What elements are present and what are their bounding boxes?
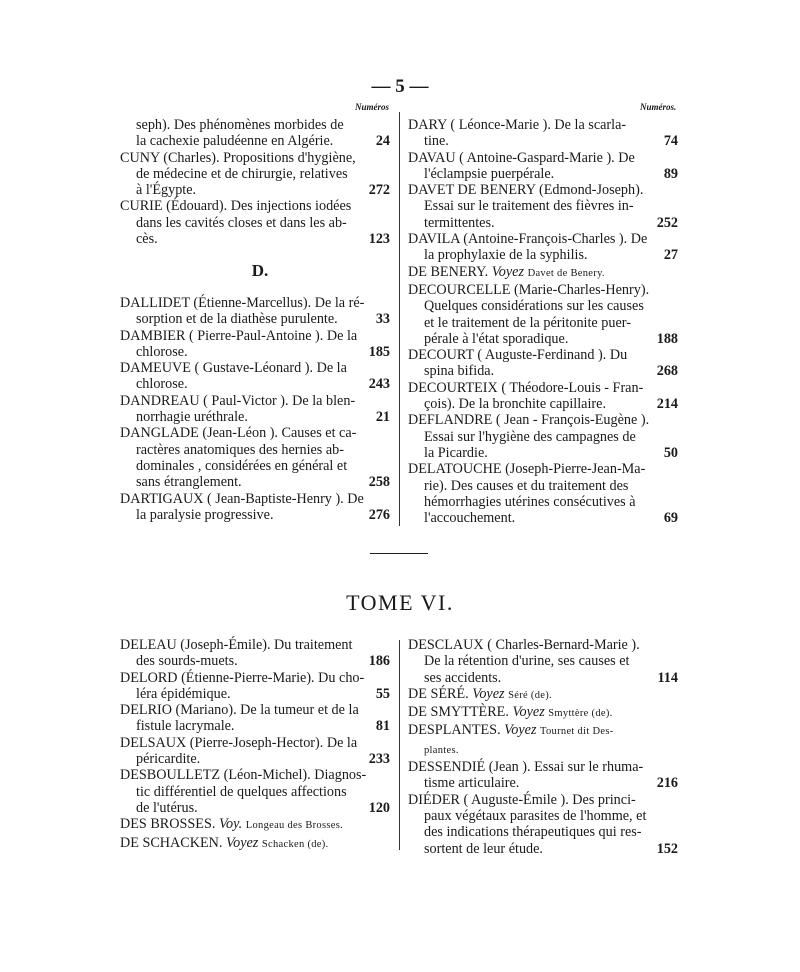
entry-line: spina bifida. bbox=[424, 363, 495, 380]
index-entry bbox=[120, 198, 390, 247]
entry-number: 188 bbox=[656, 330, 678, 347]
ref-name: DE SMYTTÈRE. bbox=[408, 704, 513, 721]
entry-line: l'éclampsie puerpérale. bbox=[424, 165, 555, 182]
entry-line: DECOURTEIX ( Théodore-Louis - Fran- bbox=[408, 379, 644, 396]
ref-voyez: Voyez bbox=[472, 685, 509, 702]
entry-number: 233 bbox=[368, 751, 390, 768]
entry-line: ses accidents. bbox=[424, 669, 502, 686]
ref-name: DE BENERY. bbox=[408, 263, 492, 280]
entry-line: chlorose. bbox=[136, 343, 188, 360]
entry-number: 186 bbox=[368, 653, 390, 670]
cross-reference bbox=[408, 722, 678, 740]
entry-line: paux végétaux parasites de l'homme, et bbox=[424, 807, 647, 824]
cross-reference bbox=[408, 686, 678, 704]
entry-line: norrhagie uréthrale. bbox=[136, 409, 248, 426]
index-entry bbox=[408, 264, 678, 282]
entry-line: DAVET DE BENERY (Edmond-Joseph). bbox=[408, 182, 644, 199]
cross-reference bbox=[120, 816, 390, 834]
entry-line: à l'Égypte. bbox=[136, 182, 197, 199]
index-entry bbox=[408, 380, 678, 413]
entry-line: DAMEUVE ( Gustave-Léonard ). De la bbox=[120, 360, 347, 377]
entry-number: 258 bbox=[368, 474, 390, 491]
entry-line: tisme articulaire. bbox=[424, 775, 520, 792]
entry-line: DARTIGAUX ( Jean-Baptiste-Henry ). De bbox=[120, 490, 364, 507]
index-entry bbox=[408, 347, 678, 380]
column-divider-top bbox=[399, 112, 400, 526]
ref-name: DES BROSSES. bbox=[120, 816, 219, 833]
entry-line: sortent de leur étude. bbox=[424, 840, 543, 857]
cross-reference bbox=[408, 264, 678, 282]
top-left-column bbox=[120, 117, 390, 247]
ref-name: DE SÉRÉ. bbox=[408, 685, 473, 702]
entry-line: des indications thérapeutiques qui res- bbox=[424, 824, 642, 841]
entry-line: DELEAU (Joseph-Émile). Du traitement bbox=[120, 637, 353, 653]
page-number: — 5 — bbox=[371, 76, 429, 97]
bottom-right-column bbox=[408, 637, 678, 857]
index-entry bbox=[120, 360, 390, 393]
index-entry bbox=[408, 461, 678, 526]
section-rule bbox=[370, 553, 428, 554]
index-entry bbox=[408, 759, 678, 792]
entry-number: 252 bbox=[656, 214, 678, 231]
entry-line: seph). Des phénomènes morbides de bbox=[136, 117, 344, 133]
ref-target: Davet de Benery. bbox=[527, 267, 605, 279]
ref-target: Tournet dit Des- bbox=[540, 726, 614, 738]
entry-line: ractères anatomiques des hernies ab- bbox=[136, 441, 344, 458]
ref-voyez: Voy. bbox=[218, 816, 246, 833]
index-entry bbox=[120, 767, 390, 816]
entry-number: 50 bbox=[663, 444, 678, 461]
entry-line: Quelques considérations sur les causes bbox=[424, 298, 644, 315]
index-entry bbox=[120, 328, 390, 361]
index-entry bbox=[408, 704, 678, 722]
entry-number: 123 bbox=[368, 231, 390, 248]
entry-line: la cachexie paludéenne en Algérie. bbox=[136, 133, 334, 150]
entry-number: 214 bbox=[656, 396, 678, 413]
section-heading-d: D. bbox=[251, 261, 269, 280]
entry-number: 81 bbox=[375, 718, 390, 735]
cross-reference bbox=[120, 835, 390, 853]
entry-number: 272 bbox=[368, 182, 390, 199]
ref-name: DE SCHACKEN. bbox=[120, 834, 227, 851]
entry-line: DANDREAU ( Paul-Victor ). De la blen- bbox=[120, 392, 356, 409]
index-entry bbox=[120, 637, 390, 670]
index-entry bbox=[120, 702, 390, 735]
entry-number: 243 bbox=[368, 376, 390, 393]
entry-line: DESSENDIÉ (Jean ). Essai sur le rhuma- bbox=[408, 759, 644, 776]
index-entry bbox=[120, 393, 390, 426]
entry-line: De la rétention d'urine, ses causes et bbox=[424, 653, 630, 670]
ref-name: DESPLANTES. bbox=[408, 722, 505, 739]
index-entry bbox=[408, 792, 678, 857]
entry-number: 27 bbox=[663, 247, 678, 264]
entry-line: des sourds-muets. bbox=[136, 653, 238, 670]
entry-line: çois). De la bronchite capillaire. bbox=[424, 396, 606, 413]
entry-number: 69 bbox=[663, 510, 678, 527]
entry-line: DECOURCELLE (Marie-Charles-Henry). bbox=[408, 281, 650, 298]
entry-line: DAVILA (Antoine-François-Charles ). De bbox=[408, 231, 648, 248]
index-entry bbox=[408, 182, 678, 231]
entry-line: sans étranglement. bbox=[136, 474, 242, 491]
top-right-column bbox=[408, 117, 678, 526]
ref-target: plantes. bbox=[424, 744, 459, 756]
ref-target: Smyttère (de). bbox=[548, 708, 613, 720]
entry-number: 185 bbox=[368, 343, 390, 360]
entry-number: 152 bbox=[656, 840, 678, 857]
entry-number: 89 bbox=[663, 165, 678, 182]
entry-line: DANGLADE (Jean-Léon ). Causes et ca- bbox=[120, 425, 357, 442]
column-header-right: Numéros. bbox=[640, 102, 677, 112]
entry-line: DALLIDET (Étienne-Marcellus). De la ré- bbox=[120, 295, 365, 311]
entry-number: 21 bbox=[375, 409, 390, 426]
bottom-left-column bbox=[120, 637, 390, 853]
entry-line: péricardite. bbox=[136, 751, 201, 768]
entry-line: chlorose. bbox=[136, 376, 188, 393]
entry-number: 33 bbox=[375, 311, 390, 328]
index-entry bbox=[408, 637, 678, 686]
index-entry bbox=[120, 491, 390, 524]
index-entry bbox=[120, 425, 390, 490]
entry-line: DEFLANDRE ( Jean - François-Eugène ). bbox=[408, 412, 650, 429]
entry-line: tine. bbox=[424, 133, 449, 150]
entry-number: 120 bbox=[368, 799, 390, 816]
index-entry bbox=[408, 150, 678, 183]
entry-line: DESCLAUX ( Charles-Bernard-Marie ). bbox=[408, 637, 640, 653]
entry-line: rie). Des causes et du traitement des bbox=[424, 477, 629, 494]
entry-line: termittentes. bbox=[424, 214, 495, 231]
top-left-column-d bbox=[120, 295, 390, 523]
entry-line: dans les cavités closes et dans les ab- bbox=[136, 214, 347, 231]
index-entry bbox=[120, 816, 390, 834]
index-entry bbox=[408, 412, 678, 461]
entry-number: 268 bbox=[656, 363, 678, 380]
ref-voyez: Voyez bbox=[504, 722, 541, 739]
entry-line: la paralysie progressive. bbox=[136, 506, 274, 523]
ref-target: Longeau des Brosses. bbox=[245, 820, 344, 832]
ref-target: Schacken (de). bbox=[261, 838, 329, 850]
ref-voyez: Voyez bbox=[226, 834, 262, 851]
entry-line: Essai sur l'hygiène des campagnes de bbox=[424, 428, 636, 445]
entry-line: et le traitement de la péritonite puer- bbox=[424, 314, 631, 331]
entry-line: la prophylaxie de la syphilis. bbox=[424, 247, 588, 264]
ref-target: Séré (de). bbox=[508, 689, 552, 701]
entry-line: DARY ( Léonce-Marie ). De la scarla- bbox=[408, 117, 627, 133]
index-entry bbox=[408, 282, 678, 347]
index-entry bbox=[120, 117, 390, 150]
entry-line: la Picardie. bbox=[424, 444, 488, 461]
entry-number: 114 bbox=[657, 669, 678, 686]
entry-line: pérale à l'état sporadique. bbox=[424, 330, 569, 347]
index-entry bbox=[408, 686, 678, 704]
index-entry bbox=[120, 735, 390, 768]
entry-number: 74 bbox=[663, 133, 678, 150]
index-entry bbox=[120, 150, 390, 199]
entry-number: 55 bbox=[375, 685, 390, 702]
entry-line: DAMBIER ( Pierre-Paul-Antoine ). De la bbox=[120, 327, 358, 344]
entry-line: tic différentiel de quelques affections bbox=[136, 783, 347, 800]
entry-line: de médecine et de chirurgie, relatives bbox=[136, 165, 348, 182]
entry-line: DECOURT ( Auguste-Ferdinand ). Du bbox=[408, 347, 628, 364]
entry-line: CUNY (Charles). Propositions d'hygiène, bbox=[120, 149, 356, 166]
ref-voyez: Voyez bbox=[491, 263, 528, 280]
ref-voyez: Voyez bbox=[512, 704, 549, 721]
index-entry bbox=[120, 670, 390, 703]
entry-line: léra épidémique. bbox=[136, 685, 231, 702]
entry-line: dominales , considérées en général et bbox=[136, 457, 348, 474]
entry-number: 276 bbox=[368, 506, 390, 523]
entry-line: sorption et de la diathèse purulente. bbox=[136, 311, 338, 328]
entry-line: DAVAU ( Antoine-Gaspard-Marie ). De bbox=[408, 149, 635, 166]
column-divider-bottom bbox=[399, 640, 400, 850]
index-entry bbox=[408, 231, 678, 264]
index-entry bbox=[408, 722, 678, 759]
cross-reference-cont bbox=[408, 741, 678, 759]
entry-line: DIÉDER ( Auguste-Émile ). Des princi- bbox=[408, 791, 636, 808]
index-entry bbox=[120, 835, 390, 853]
column-header-left: Numéros bbox=[355, 102, 390, 112]
entry-line: fistule lacrymale. bbox=[136, 718, 235, 735]
entry-line: DELSAUX (Pierre-Joseph-Hector). De la bbox=[120, 734, 358, 751]
entry-line: l'accouchement. bbox=[424, 510, 516, 527]
entry-line: DELATOUCHE (Joseph-Pierre-Jean-Ma- bbox=[408, 461, 646, 478]
entry-line: de l'utérus. bbox=[136, 799, 198, 816]
cross-reference bbox=[408, 704, 678, 722]
tome-title: TOME VI. bbox=[346, 590, 454, 615]
entry-line: CURIE (Édouard). Des injections iodées bbox=[120, 198, 352, 215]
index-entry bbox=[408, 117, 678, 150]
entry-line: DESBOULLETZ (Léon-Michel). Diagnos- bbox=[120, 767, 367, 784]
entry-line: DELRIO (Mariano). De la tumeur et de la bbox=[120, 702, 359, 719]
entry-line: Essai sur le traitement des fièvres in- bbox=[424, 198, 634, 215]
entry-line: cès. bbox=[136, 231, 158, 248]
entry-line: DELORD (Étienne-Pierre-Marie). Du cho- bbox=[120, 669, 365, 686]
index-entry bbox=[120, 295, 390, 328]
entry-line: hémorrhagies utérines consécutives à bbox=[424, 493, 636, 510]
entry-number: 216 bbox=[656, 775, 678, 792]
entry-number: 24 bbox=[375, 133, 390, 150]
